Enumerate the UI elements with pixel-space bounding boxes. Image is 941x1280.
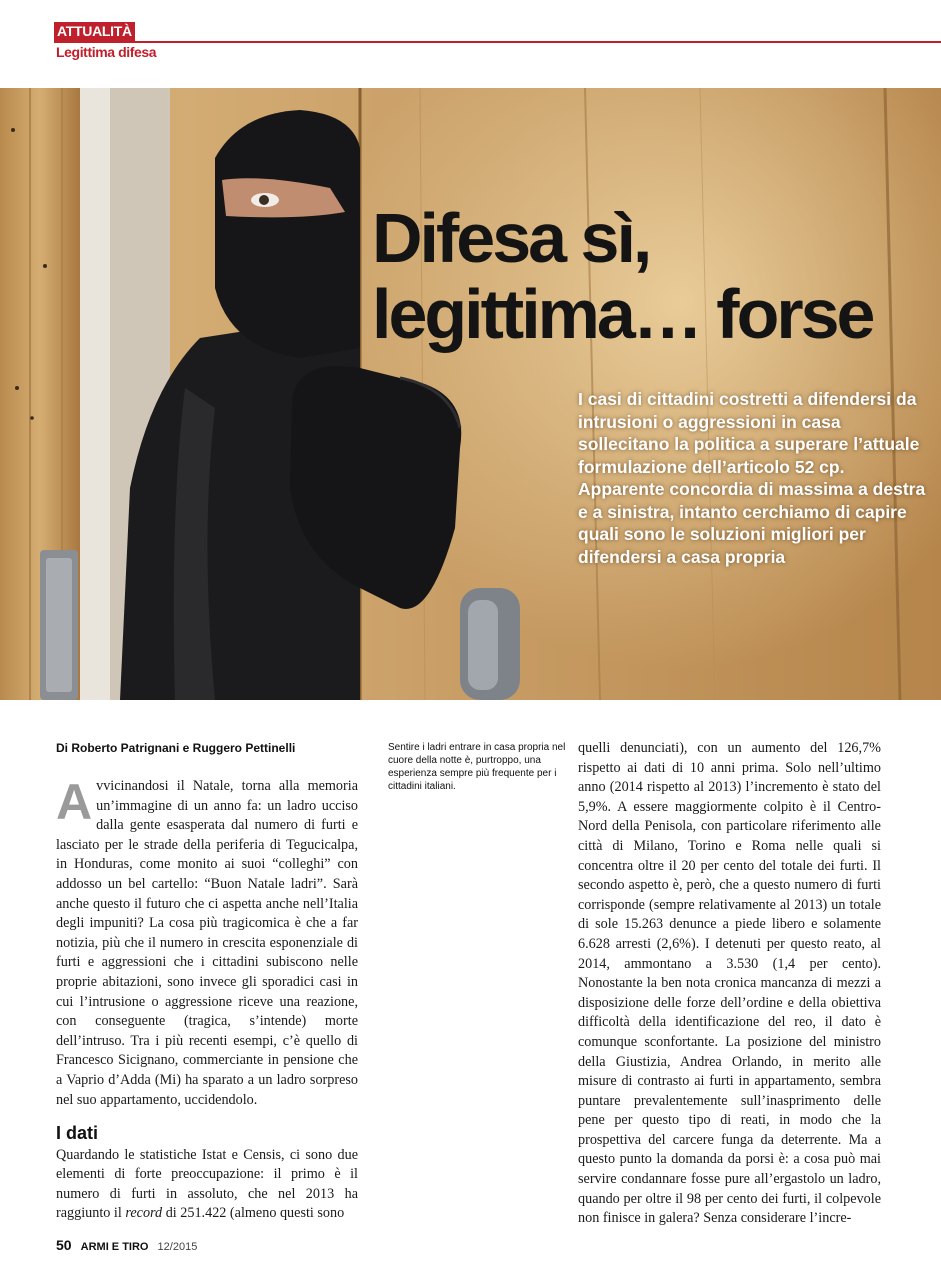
- page-header: [0, 0, 941, 88]
- issue-number: 12/2015: [157, 1241, 198, 1253]
- article-column-right: [578, 739, 881, 1229]
- headline-line-1: Difesa sì,: [372, 199, 650, 277]
- article-paragraph: [56, 774, 358, 1110]
- hero-photo: [0, 88, 941, 700]
- subheadline: I casi di cittadini costretti a difendersi da intrusioni o aggressioni in casa sollecitano la politica a superare l’attuale formulazione dell’articolo 52 cp. Apparente concordia di massima a destra e a sinistra, intanto cerchiamo di capire quali sono le soluzioni migliori per difendersi a casa propria: [578, 389, 926, 567]
- balaclava: [215, 110, 360, 358]
- magazine-name: ARMI E TIRO: [80, 1241, 149, 1253]
- page-footer: [56, 1237, 197, 1253]
- page-number: 50: [56, 1237, 72, 1253]
- drop-cap: A: [56, 774, 93, 830]
- paragraph-text: vvicinandosi il Natale, torna alla memoria un’immagine di un anno fa: un ladro ucciso dalla gente esasperata dal numero di furti e lasciato per le strade della periferia di Tegucicalpa, in Honduras, come monito ai suoi “colleghi” con addosso un bel cartello: “Buon Natale ladri”. Sarà anche questo il futuro che ci aspetta anche nell’Italia degli impuniti? La cosa più tragicomica è che a far notizia, più che il numero in crescita esponenziale di furti e aggressioni che i cittadini subiscono nelle proprie abitazioni, sono invece gli sporadici casi in cui l’intrusione o aggressione riceve una reazione, con conseguente (tragica, s’intende) morte dell’intruso. Tra i più recenti esempi, c’è quello di Francesco Sicignano, commerciante in pensione che a Vaprio d’Adda (Mi) ha sparato a un ladro sorpreso nel suo appartamento, uccidendolo.: [56, 778, 358, 1108]
- headline-line-2: legittima… forse: [372, 275, 873, 353]
- byline: Di Roberto Patrignani e Ruggero Pettinelli: [56, 741, 296, 755]
- italic-word: record: [125, 1205, 163, 1222]
- section-heading: I dati: [56, 1123, 99, 1144]
- section-subtitle: Legittima difesa: [56, 44, 157, 60]
- photo-caption: Sentire i ladri entrare in casa propria nel cuore della notte è, purtroppo, una esperienza sempre più frequente per i cittadini italiani.: [388, 742, 566, 792]
- article-column-left: [56, 774, 358, 1224]
- paragraph-text: Quardando le statistiche Istat e Censis, ci sono due elementi di forte preoccupazione: il primo è il numero di furti in assoluto, che nel 2013 ha raggiunto il: [56, 1146, 358, 1222]
- paragraph-text: di 251.422 (almeno questi sono: [162, 1205, 345, 1222]
- article-paragraph: quelli denunciati), con un aumento del 126,7% rispetto ai dati di 10 anni prima. Solo nell’ultimo anno (2014 rispetto al 2013) l’incremento è stato del 5,9%. A essere maggiormente colpito è il Centro-Nord della Penisola, con particolare riferimento alle città di Milano, Torino e Roma nelle quali si concentra oltre il 20 per cento del totale dei furti. Il secondo aspetto è, però, che a questo numero di furti corrisponde (sempre relativamente al 2013) un totale di sole 15.263 denunce a piede libero e solamente 6.628 arresti (2,6%). I detenuti per questo reato, al 2014, ammontano a 3.530 (1,4 per cento). Nonostante la ben nota cronica mancanza di mezzi a disposizione delle forze dell’ordine e della obiettiva difficoltà della identificazione del reo, il dato è comunque sconfortante. La posizione del ministro della Giustizia, Andrea Orlando, in merito alle misure di contrasto ai furti in appartamento, sembra puntare prevalentemente sull’inasprimento delle pene per questo tipo di reati, in modo che la prospettiva del carcere funga da deterrente. Ma a questo punto la domanda da porsi è: a cosa può mai servire condannare fosse pure all’ergastolo un ladro, quando per oltre il 98 per cento dei furti, il colpevole non finisce in galera? Senza considerare l’incre-: [578, 740, 881, 1227]
- section-tag: ATTUALITÀ: [54, 22, 135, 41]
- headline: [372, 200, 932, 352]
- header-rule: [54, 41, 941, 43]
- article-paragraph: [56, 1146, 358, 1224]
